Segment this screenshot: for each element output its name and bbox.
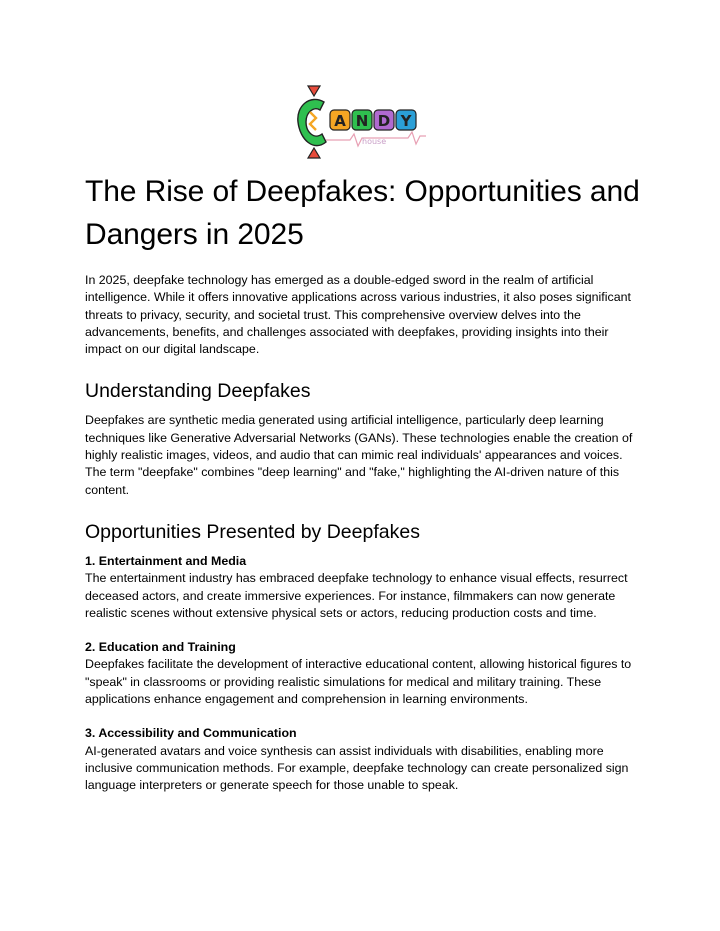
item-title: 1. Entertainment and Media (85, 553, 247, 568)
section-heading: Understanding Deepfakes (85, 380, 311, 403)
list-item (85, 725, 645, 794)
svg-text:Y: Y (400, 112, 412, 130)
list-item (85, 553, 645, 622)
section-heading: Opportunities Presented by Deepfakes (85, 520, 420, 543)
item-title: 3. Accessibility and Communication (85, 726, 297, 741)
section-opportunities (85, 520, 645, 795)
svg-text:D: D (377, 112, 391, 130)
svg-text:N: N (355, 112, 369, 130)
svg-text:house: house (362, 137, 387, 146)
section-understanding (85, 379, 645, 498)
document-body (85, 170, 645, 816)
list-item (85, 639, 645, 708)
svg-text:A: A (334, 112, 346, 130)
item-paragraph: The entertainment industry has embraced deepfake technology to enhance visual effects, resurrect deceased actors, and create immersive experiences. For instance, filmmakers can now generate realistic scenes without extensive physical sets or actors, reducing production costs and time. (85, 571, 628, 620)
item-paragraph: AI-generated avatars and voice synthesis can assist individuals with disabilities, enabling more inclusive communication methods. For example, deepfake technology can create personalized sign language interpreters or generate speech for those unable to speak. (85, 743, 629, 793)
item-paragraph: Deepfakes facilitate the development of interactive educational content, allowing historical figures to "speak" in classrooms or providing realistic simulations for medical and military training. These applications enhance engagement and comprehension in learning environments. (85, 657, 632, 707)
section-paragraph: Deepfakes are synthetic media generated using artificial intelligence, particularly deep learning techniques like Generative Adversarial Networks (GANs). These technologies enable the creation of highly realistic images, videos, and audio that can mimic real individuals' appearances and voices. The term "deepfake" combines "deep learning" and "fake," highlighting the AI-driven nature of this content. (85, 413, 633, 497)
document-title: The Rise of Deepfakes: Opportunities and Dangers in 2025 (85, 175, 640, 251)
brand-logo (290, 82, 430, 162)
intro-paragraph: In 2025, deepfake technology has emerged as a double-edged sword in the realm of artificial intelligence. While it offers innovative applications across various industries, it also poses significant threats to privacy, security, and societal trust. This comprehensive overview delves into the advancements, benefits, and challenges associated with deepfakes, providing insights into their impact on our digital landscape. (85, 273, 631, 357)
item-title: 2. Education and Training (85, 640, 236, 655)
